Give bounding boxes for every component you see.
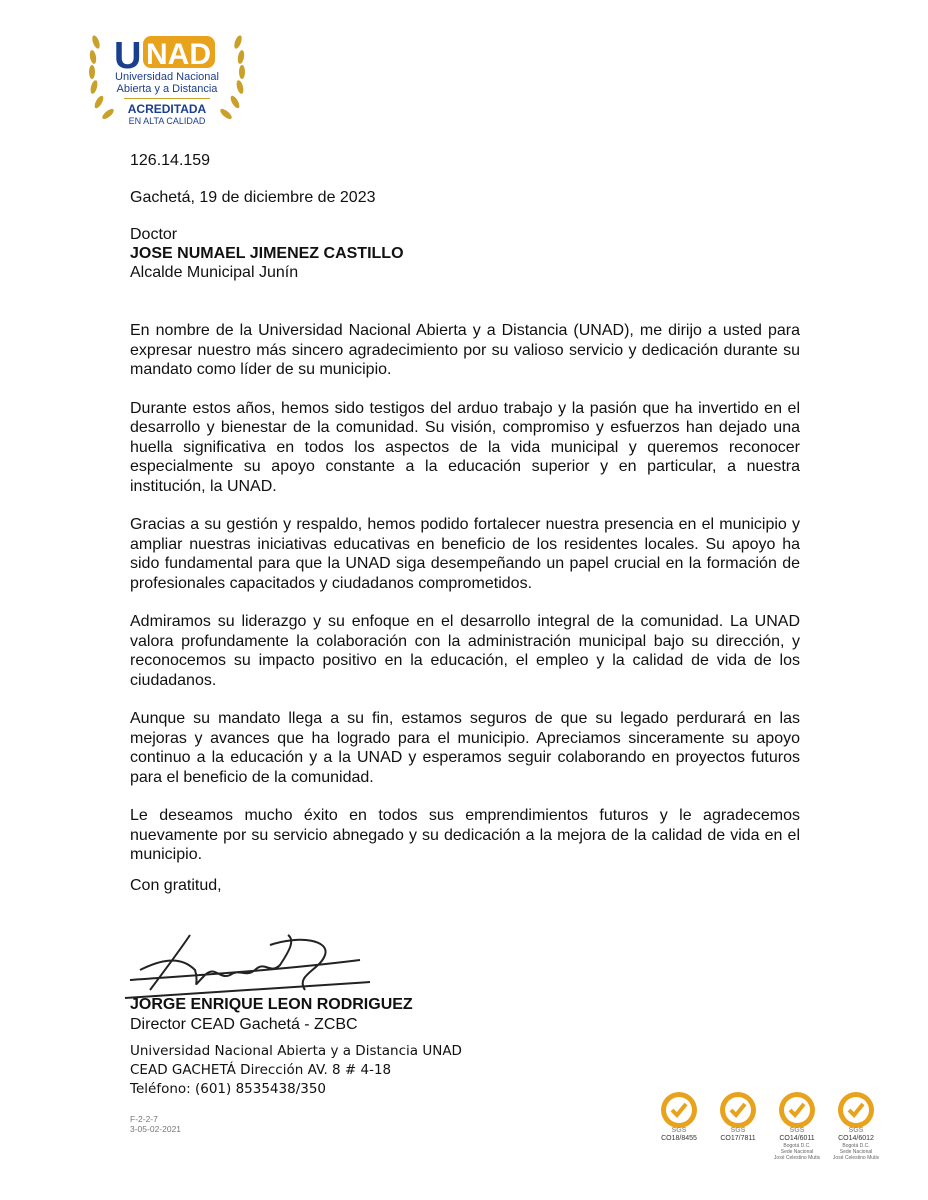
logo-accreditation-1: ACREDITADA [127,102,207,116]
address-line-2: CEAD GACHETÁ Dirección AV. 8 # 4-18 [130,1062,392,1078]
cert-city: Bogotá D.C. [842,1143,870,1149]
reference-number: 126.14.159 [130,152,211,169]
cert-code: CO14/6012 [838,1135,874,1142]
cert-code: CO17/7811 [720,1135,756,1142]
paragraph: Durante estos años, hemos sido testigos del arduo trabajo y la pasión que ha invertido en el desarrollo y bienestar de la comunidad. Su visión, compromiso y esfuerzos han dejado una huella significativa en todos los aspectos de la vida municipal y queremos reconocer especialmente su apoyo constante a la educación superior y en particular, a nuestra institución, la UNAD. [130,399,800,495]
cert-code: CO14/6011 [779,1135,815,1142]
sgs-seal-icon [826,1090,886,1132]
sgs-seal-icon [767,1090,827,1132]
logo-brand-u: U [114,35,142,77]
logo-line1: Universidad Nacional [115,71,219,83]
logo-line2: Abierta y a Distancia [116,83,218,95]
date-line: Gachetá, 19 de diciembre de 2023 [130,189,376,206]
paragraph: Gracias a su gestión y respaldo, hemos podido fortalecer nuestra presencia en el municipio y ampliar nuestras iniciativas educativas en beneficio de los residentes locales. Su apoyo ha sido fundamental para que la UNAD siga desempeñando un papel crucial en la formación de profesionales capacitados y ciudadanos comprometidos. [130,516,800,592]
recipient-title: Doctor [130,226,178,243]
paragraph: Aunque su mandato llega a su fin, estamos seguros de que su legado perdurará en las mejoras y avances que ha logrado para el municipio. Apreciamos sinceramente su apoyo continuo a la educación y a la UNAD y esperamos seguir colaborando en proyectos futuros para el beneficio de la comunidad. [130,710,800,786]
form-code: F-2-2-7 [130,1114,158,1124]
handwritten-signature [120,930,380,1005]
signer-position: Director CEAD Gachetá - ZCBC [130,1016,358,1033]
signer-name: JORGE ENRIQUE LEON RODRIGUEZ [130,996,413,1013]
cert-site: Sede Nacional [839,1149,873,1155]
address-line-1: Universidad Nacional Abierta y a Distancia UNAD [130,1043,462,1059]
paragraph: Le deseamos mucho éxito en todos sus emprendimientos futuros y le agradecemos nuevamente por su servicio abnegado y su dedicación a la mejora de la calidad de vida en el municipio. [130,807,800,863]
form-version: 3-05-02-2021 [130,1124,182,1134]
logo-brand-nad: NAD [146,38,211,71]
letter-body [130,321,800,884]
sgs-label: SGS [789,1127,805,1134]
cert-campus: José Celestino Mutis [773,1155,821,1161]
address-line-3: Teléfono: (601) 8535438/350 [130,1081,327,1097]
sgs-label: SGS [671,1127,687,1134]
paragraph: Admiramos su liderazgo y su enfoque en el desarrollo integral de la comunidad. La UNAD valora profundamente la colaboración con la administración municipal bajo su dirección, y reconocemos su impacto positivo en la educación, el empleo y la calidad de vida de los ciudadanos. [130,613,800,689]
logo-accreditation-2: EN ALTA CALIDAD [128,116,206,126]
cert-campus: José Celestino Mutis [832,1155,880,1161]
unad-logo [84,22,250,132]
closing: Con gratitud, [130,877,222,894]
paragraph: En nombre de la Universidad Nacional Abierta y a Distancia (UNAD), me dirijo a usted para expresar nuestro más sincero agradecimiento por su valioso servicio y dedicación durante su mandato como líder de su municipio. [130,322,800,378]
sgs-label: SGS [848,1127,864,1134]
cert-code: CO18/8455 [661,1135,697,1142]
certification-seal [649,1090,709,1168]
certification-seal [708,1090,768,1168]
recipient-position: Alcalde Municipal Junín [130,264,299,281]
certification-seal [767,1090,827,1168]
sgs-label: SGS [730,1127,746,1134]
cert-city: Bogotá D.C. [783,1143,811,1149]
certification-seal [826,1090,886,1168]
sgs-seal-icon [649,1090,709,1132]
sgs-seal-icon [708,1090,768,1132]
cert-site: Sede Nacional [780,1149,814,1155]
recipient-name: JOSE NUMAEL JIMENEZ CASTILLO [130,245,404,262]
logo-graphic [84,22,250,132]
